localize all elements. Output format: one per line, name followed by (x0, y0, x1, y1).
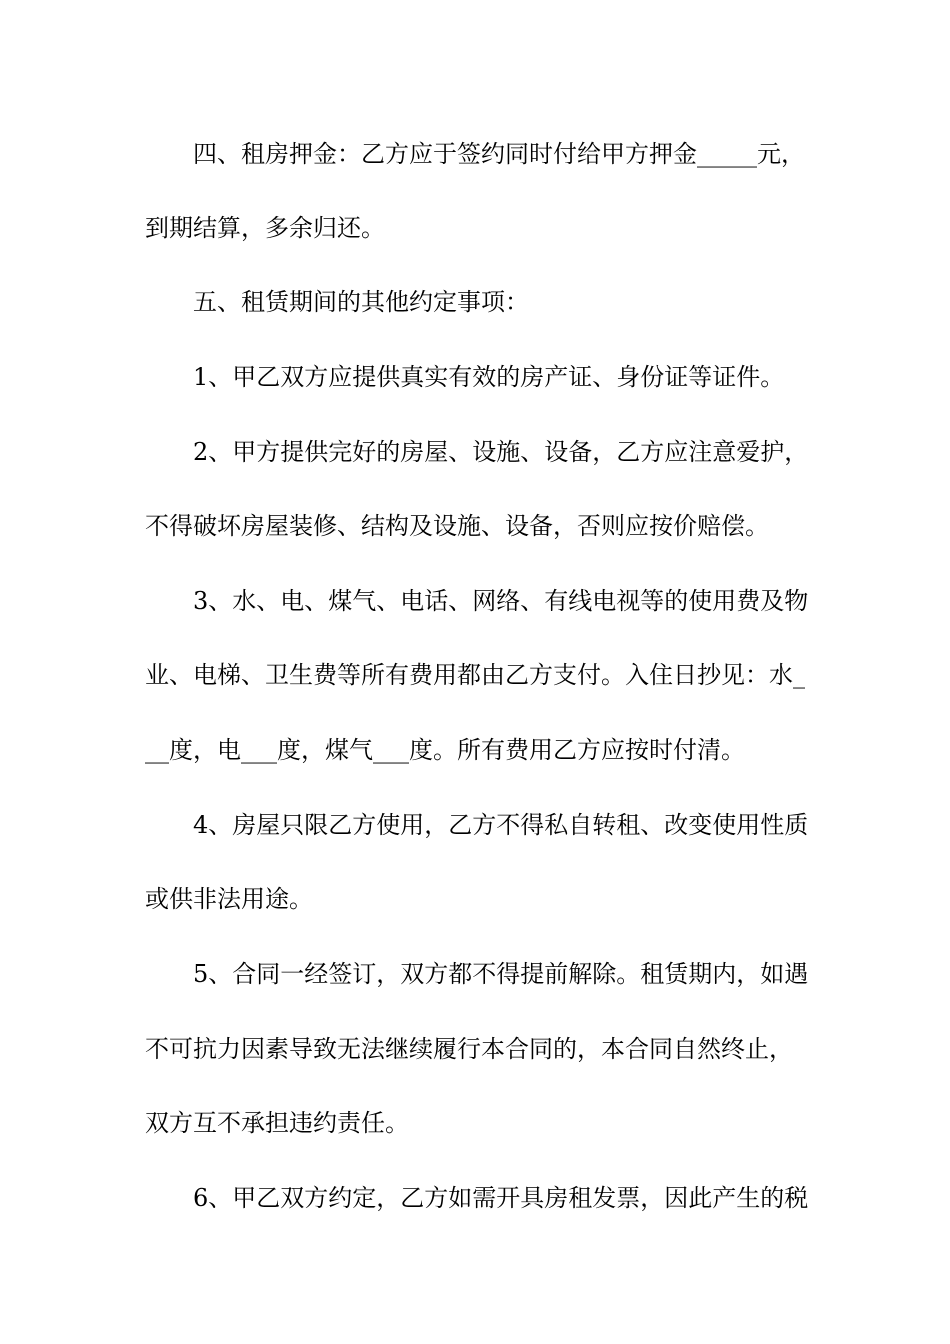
clause-5-heading: 五、租赁期间的其他约定事项： (193, 288, 529, 316)
item-2-line-2: 不得破坏房屋装修、结构及设施、设备，否则应按价赔偿。 (145, 512, 769, 540)
item-4-line-1: 4、房屋只限乙方使用，乙方不得私自转租、改变使用性质 (193, 811, 809, 839)
item-4-line-2: 或供非法用途。 (145, 885, 313, 913)
item-3-line-2: 业、电梯、卫生费等所有费用都由乙方支付。入住日抄见：水_ (145, 661, 805, 689)
item-3-line-3: __度，电___度，煤气___度。所有费用乙方应按时付清。 (145, 736, 745, 764)
clause-4-line-1: 四、租房押金：乙方应于签约同时付给甲方押金_____元， (193, 140, 805, 168)
clause-4-line-2: 到期结算，多余归还。 (145, 214, 385, 242)
item-3-line-1: 3、水、电、煤气、电话、网络、有线电视等的使用费及物 (193, 587, 809, 615)
item-5-line-1: 5、合同一经签订，双方都不得提前解除。租赁期内，如遇 (193, 960, 809, 988)
item-5-line-3: 双方互不承担违约责任。 (145, 1109, 409, 1137)
item-6-line-1: 6、甲乙双方约定，乙方如需开具房租发票，因此产生的税 (193, 1184, 809, 1212)
item-2-line-1: 2、甲方提供完好的房屋、设施、设备，乙方应注意爱护， (193, 438, 809, 466)
item-5-line-2: 不可抗力因素导致无法继续履行本合同的，本合同自然终止， (145, 1035, 793, 1063)
item-1-line-1: 1、甲乙双方应提供真实有效的房产证、身份证等证件。 (193, 363, 785, 391)
